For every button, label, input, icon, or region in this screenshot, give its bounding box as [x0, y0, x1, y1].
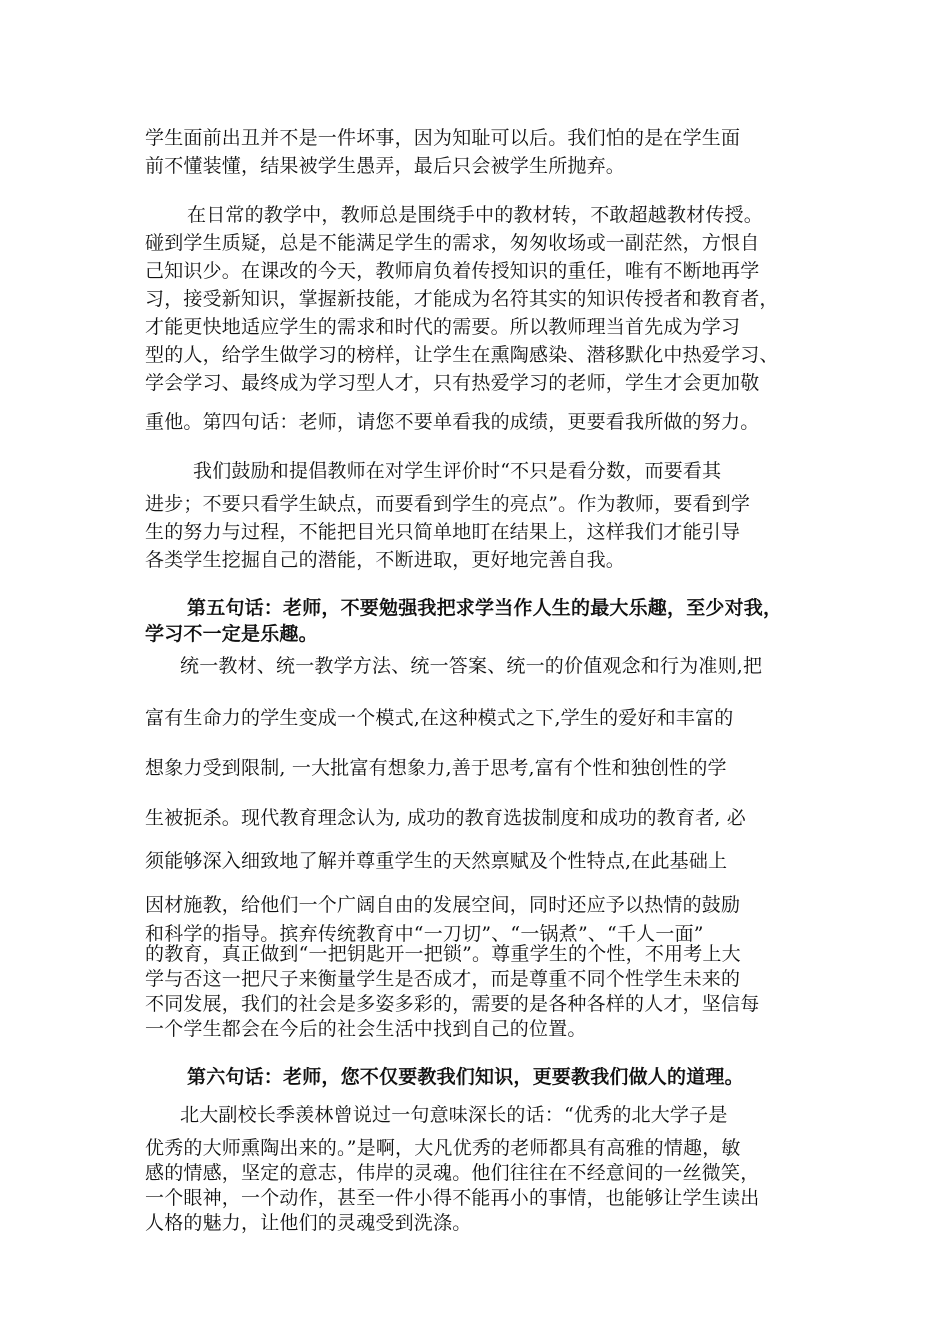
text-line: 想象力受到限制, 一大批富有想象力,善于思考,富有个性和独创性的学 — [145, 757, 727, 779]
text-line: 一个眼神，一个动作，甚至一件小得不能再小的事情，也能够让学生读出 — [145, 1187, 760, 1209]
text-line: 学会学习、最终成为学习型人才，只有热爱学习的老师，学生才会更加敬 — [145, 372, 760, 394]
section-heading: 学习不一定是乐趣。 — [145, 623, 318, 645]
text-line: 人格的魅力，让他们的灵魂受到洗涤。 — [145, 1212, 472, 1234]
text-line: 才能更快地适应学生的需求和时代的需要。所以教师理当首先成为学习 — [145, 316, 741, 338]
text-line: 生的努力与过程，不能把目光只简单地盯在结果上，这样我们才能引导 — [145, 521, 741, 543]
text-line: 己知识少。在课改的今天，教师肩负着传授知识的重任，唯有不断地再学 — [145, 260, 760, 282]
text-line: 因材施教，给他们一个广阔自由的发展空间，同时还应予以热情的鼓励 — [145, 894, 741, 916]
text-line: 学与否这一把尺子来衡量学生是否成才，而是尊重不同个性学生未来的 — [145, 968, 741, 990]
text-line: 我们鼓励和提倡教师在对学生评价时“不只是看分数，而要看其 — [193, 460, 722, 482]
text-line: 北大副校长季羡林曾说过一句意味深长的话：“优秀的北大学子是 — [180, 1104, 728, 1126]
text-line: 统一教材、统一教学方法、统一答案、统一的价值观念和行为准则,把 — [180, 655, 763, 677]
text-line: 生被扼杀。现代教育理念认为, 成功的教育选拔制度和成功的教育者, 必 — [145, 807, 746, 829]
text-line: 碰到学生质疑，总是不能满足学生的需求，匆匆收场或一副茫然，方恨自 — [145, 232, 760, 254]
section-heading: 第五句话：老师，不要勉强我把求学当作人生的最大乐趣，至少对我， — [187, 597, 783, 619]
text-line: 学生面前出丑并不是一件坏事，因为知耻可以后。我们怕的是在学生面 — [145, 127, 741, 149]
text-line: 和科学的指导。摈弃传统教育中“一刀切”、“一锅煮”、“千人一面” — [145, 923, 704, 945]
text-line: 感的情感，坚定的意志，伟岸的灵魂。他们往往在不经意间的一丝微笑， — [145, 1162, 760, 1184]
text-line: 各类学生挖掘自己的潜能，不断进取，更好地完善自我。 — [145, 549, 626, 571]
text-line: 重他。第四句话：老师，请您不要单看我的成绩，更要看我所做的努力。 — [145, 411, 760, 433]
text-line: 进步；不要只看学生缺点，而要看到学生的亮点”。作为教师，要看到学 — [145, 493, 751, 515]
text-line: 习，接受新知识，掌握新技能，才能成为名符其实的知识传授者和教育者， — [145, 288, 779, 310]
text-line: 在日常的教学中，教师总是围绕手中的教材转，不敢超越教材传授。 — [187, 204, 764, 226]
text-line: 一个学生都会在今后的社会生活中找到自己的位置。 — [145, 1018, 587, 1040]
section-heading: 第六句话：老师，您不仅要教我们知识，更要教我们做人的道理。 — [187, 1066, 744, 1088]
text-line: 富有生命力的学生变成一个模式,在这种模式之下,学生的爱好和丰富的 — [145, 707, 734, 729]
text-line: 优秀的大师熏陶出来的。”是啊，大凡优秀的老师都具有高雅的情趣，敏 — [145, 1137, 741, 1159]
text-line: 前不懂装懂，结果被学生愚弄，最后只会被学生所抛弃。 — [145, 155, 626, 177]
text-line: 型的人，给学生做学习的榜样，让学生在熏陶感染、潜移默化中热爱学习、 — [145, 344, 779, 366]
text-line: 的教育，真正做到“一把钥匙开一把锁”。尊重学生的个性，不用考上大 — [145, 943, 741, 965]
text-line: 须能够深入细致地了解并尊重学生的天然禀赋及个性特点,在此基础上 — [145, 850, 728, 872]
text-line: 不同发展，我们的社会是多姿多彩的，需要的是各种各样的人才，坚信每 — [145, 993, 760, 1015]
